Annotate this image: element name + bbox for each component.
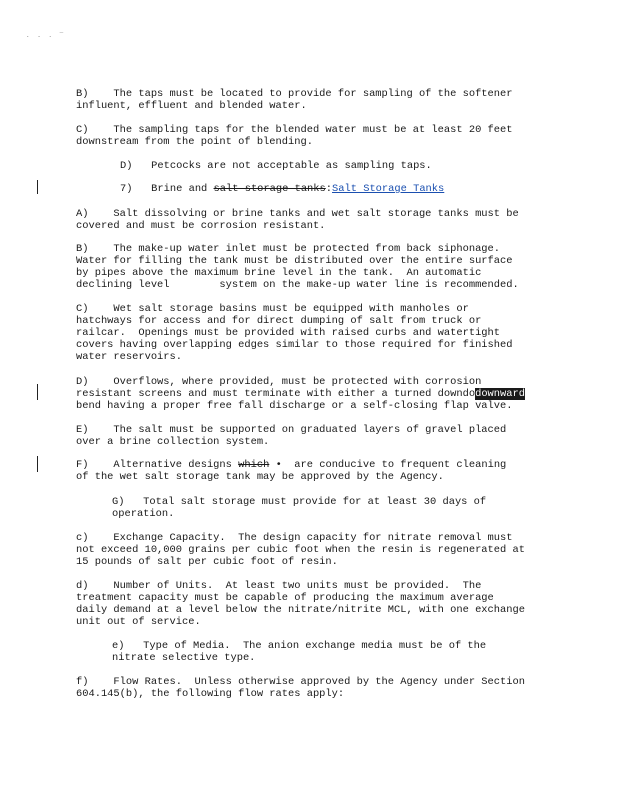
paragraph-c-wet-salt-basins: C) Wet salt storage basins must be equipped with manholes or hatchways for access and for direct dumping of salt from truck or railcar. Openings must be provided with raised curbs and watertight covers having overlapping edges similar to those required for finished water reservoirs. — [76, 303, 513, 363]
alt-rest: are conducive to frequent cleaning of the wet salt storage tank may be approved by the Agency. — [76, 459, 507, 483]
overflow-line-1: D) Overflows, where provided, must be protected with corrosion — [76, 376, 482, 388]
paragraph-e-type-of-media: e) Type of Media. The anion exchange media must be of the nitrate selective type. — [112, 640, 487, 664]
paragraph-b-sampling-taps: B) The taps must be located to provide for sampling of the softener influent, effluent and blended water. — [76, 88, 513, 112]
heading-colon: : — [325, 183, 333, 195]
change-bar — [37, 180, 38, 194]
paragraph-c-exchange-capacity: c) Exchange Capacity. The design capacity for nitrate removal must not exceed 10,000 grains per cubic foot when the resin is regenerated at 15 pounds of salt per cubic foot of resin. — [76, 532, 525, 568]
inserted-text: Salt Storage Tanks — [332, 183, 445, 195]
highlighted-text: downward — [475, 388, 525, 400]
paragraph-d-petcocks: D) Petcocks are not acceptable as sampling taps. — [120, 160, 432, 172]
paragraph-c-blended-taps: C) The sampling taps for the blended water must be at least 20 feet downstream from the point of blending. — [76, 124, 513, 148]
paragraph-g-salt-storage-days: G) Total salt storage must provide for at least 30 days of operation. — [112, 496, 487, 520]
heading-brine-tanks — [76, 183, 580, 195]
deleted-text: which — [238, 459, 270, 471]
paragraph-e-salt-support: E) The salt must be supported on graduated layers of gravel placed over a brine collection system. — [76, 424, 507, 448]
corner-mark: . . . ‾ — [26, 32, 66, 39]
paragraph-f-alternative-designs — [76, 459, 536, 483]
paragraph-f-flow-rates: f) Flow Rates. Unless otherwise approved by the Agency under Section 604.145(b), the following flow rates apply: — [76, 676, 525, 700]
paragraph-b-make-up-water: B) The make-up water inlet must be protected from back siphonage. Water for filling the tank must be distributed over the entire surface by pipes above the maximum brine level in the tank. An automatic declining level system on the make-up water line is recommended. — [76, 243, 519, 291]
deleted-text: salt storage tanks — [213, 183, 326, 195]
paragraph-a-salt-dissolving: A) Salt dissolving or brine tanks and wet salt storage tanks must be covered and must be corrosion resistant. — [76, 208, 519, 232]
paragraph-d-number-of-units: d) Number of Units. At least two units must be provided. The treatment capacity must be capable of producing the maximum average daily demand at a level below the nitrate/nitrite MCL, with one exchange unit out of service. — [76, 580, 525, 628]
alt-prefix: F) Alternative designs — [76, 459, 239, 471]
overflow-line-2: resistant screens and must terminate with either a turned downdo — [76, 388, 476, 400]
insertion-mark: • — [275, 459, 282, 471]
change-bar — [37, 384, 38, 400]
paragraph-d-overflows — [76, 376, 536, 412]
heading-prefix: 7) Brine and — [120, 183, 214, 195]
change-bar — [37, 456, 38, 472]
overflow-line-3: bend having a proper free fall discharge or a self-closing flap valve. — [76, 400, 513, 412]
